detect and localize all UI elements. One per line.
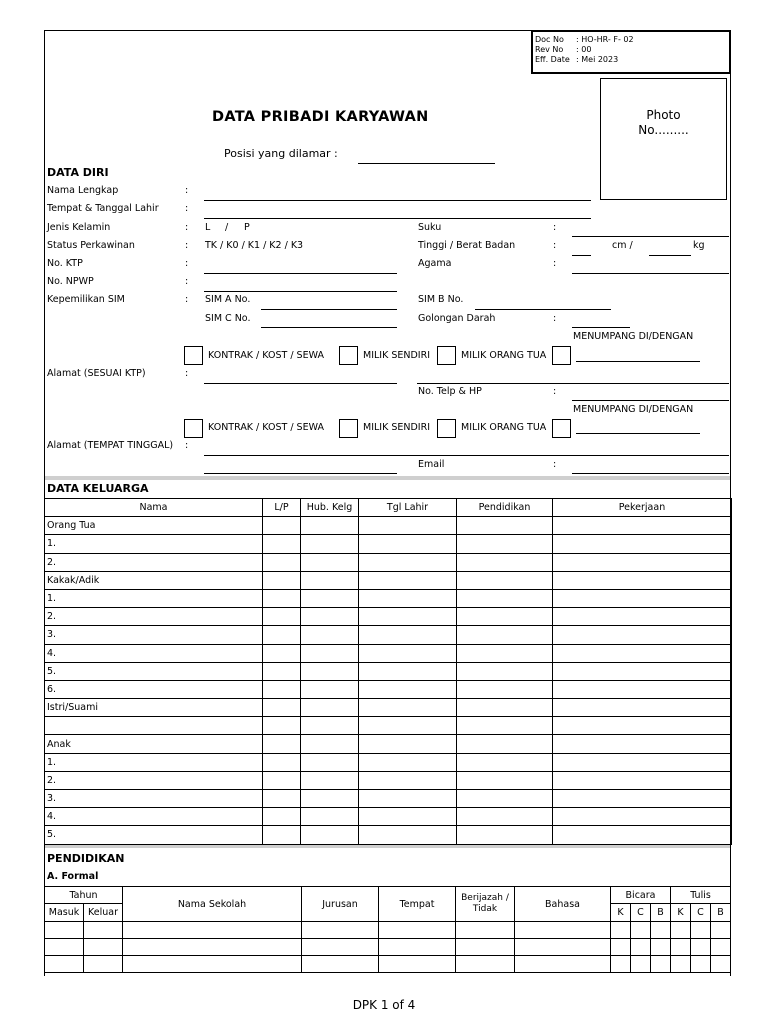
table-cell[interactable] — [301, 699, 359, 717]
table-cell[interactable] — [359, 808, 457, 826]
table-cell[interactable] — [457, 608, 553, 626]
rev-no-value: : 00 — [576, 45, 592, 54]
table-cell[interactable] — [553, 771, 732, 789]
rev-no-label: Rev No — [535, 45, 564, 54]
col-header-tulis-k: K — [671, 904, 691, 922]
family-table — [44, 498, 732, 845]
checkbox-milik-sendiri-ktp[interactable] — [339, 346, 358, 365]
label-alamat-tinggal: Alamat (TEMPAT TINGGAL) — [47, 440, 174, 451]
family-row-label[interactable]: Kakak/Adik — [45, 571, 263, 589]
table-cell[interactable] — [301, 589, 359, 607]
photo-box — [600, 78, 727, 200]
table-cell[interactable] — [359, 717, 457, 735]
checkbox-milik-orang-tua-ktp[interactable] — [437, 346, 456, 365]
table-cell[interactable] — [553, 608, 732, 626]
table-cell[interactable] — [457, 771, 553, 789]
table-cell[interactable] — [359, 571, 457, 589]
family-row-label[interactable]: Orang Tua — [45, 517, 263, 535]
section-separator-2 — [45, 845, 730, 848]
table-cell[interactable] — [263, 826, 301, 844]
table-cell[interactable] — [301, 553, 359, 571]
table-cell[interactable] — [84, 922, 123, 939]
table-cell[interactable] — [553, 571, 732, 589]
family-row-label[interactable]: 1. — [45, 589, 263, 607]
family-row-label[interactable]: 4. — [45, 808, 263, 826]
table-cell[interactable] — [359, 790, 457, 808]
posisi-field[interactable] — [358, 163, 495, 164]
menumpang-ktp-field[interactable] — [576, 361, 700, 362]
table-cell[interactable] — [553, 626, 732, 644]
table-cell[interactable] — [359, 662, 457, 680]
table-cell[interactable] — [263, 717, 301, 735]
checkbox-menumpang-ktp[interactable] — [552, 346, 571, 365]
table-cell[interactable] — [359, 771, 457, 789]
tinggi-field[interactable] — [572, 255, 591, 256]
table-cell[interactable] — [379, 956, 456, 973]
family-row-label[interactable]: 2. — [45, 553, 263, 571]
menumpang-tinggal-field[interactable] — [576, 433, 700, 434]
eff-date-label: Eff. Date — [535, 55, 570, 64]
doc-no-label: Doc No — [535, 35, 564, 44]
col-header-tempat: Tempat — [379, 887, 456, 922]
family-row-label[interactable]: 6. — [45, 680, 263, 698]
table-cell[interactable] — [302, 939, 379, 956]
table-cell[interactable] — [263, 589, 301, 607]
family-row-label[interactable]: 4. — [45, 644, 263, 662]
label-no-npwp: No. NPWP — [47, 276, 94, 287]
colon: : — [553, 222, 557, 233]
table-cell[interactable] — [553, 735, 732, 753]
col-header-berijazah: Berijazah / Tidak — [456, 887, 515, 922]
col-header-keluar: Keluar — [84, 904, 123, 922]
jenis-kelamin-p[interactable]: P — [244, 222, 250, 233]
table-cell[interactable] — [457, 535, 553, 553]
table-cell[interactable] — [457, 644, 553, 662]
table-cell[interactable] — [359, 517, 457, 535]
sim-b-field[interactable] — [475, 309, 611, 310]
col-header-hub-kelg: Hub. Kelg — [301, 499, 359, 517]
label-agama: Agama — [418, 258, 452, 269]
no-npwp-field[interactable] — [204, 291, 397, 292]
table-cell[interactable] — [457, 735, 553, 753]
family-row-label[interactable]: 2. — [45, 608, 263, 626]
table-cell[interactable] — [553, 535, 732, 553]
table-cell[interactable] — [553, 644, 732, 662]
suku-field[interactable] — [572, 236, 729, 237]
table-cell[interactable] — [359, 680, 457, 698]
col-header-bicara-c: C — [631, 904, 651, 922]
table-cell[interactable] — [515, 956, 611, 973]
pendidikan-heading: PENDIDIKAN — [47, 852, 125, 865]
nama-lengkap-field[interactable] — [204, 200, 591, 201]
table-cell[interactable] — [456, 939, 515, 956]
table-cell[interactable] — [301, 808, 359, 826]
col-header-lp: L/P — [263, 499, 301, 517]
family-table-header — [45, 499, 732, 517]
label-sim-a: SIM A No. — [205, 294, 251, 305]
table-cell[interactable] — [263, 517, 301, 535]
table-row — [45, 790, 732, 808]
table-cell[interactable] — [84, 939, 123, 956]
table-cell[interactable] — [457, 826, 553, 844]
table-row — [45, 771, 732, 789]
label-menumpang-tinggal: MENUMPANG DI/DENGAN — [573, 404, 694, 415]
tempat-tanggal-lahir-field[interactable] — [204, 218, 591, 219]
checkbox-kontrak-ktp[interactable] — [184, 346, 203, 365]
table-cell[interactable] — [611, 922, 631, 939]
table-cell[interactable] — [359, 735, 457, 753]
colon: : — [553, 386, 557, 397]
table-cell[interactable] — [301, 735, 359, 753]
colon: : — [185, 276, 189, 287]
table-cell[interactable] — [631, 956, 651, 973]
table-cell[interactable] — [359, 589, 457, 607]
table-cell[interactable] — [301, 753, 359, 771]
golongan-darah-field[interactable] — [572, 327, 630, 328]
table-cell[interactable] — [553, 680, 732, 698]
label-cm: cm / — [612, 240, 633, 251]
table-cell[interactable] — [691, 922, 711, 939]
table-cell[interactable] — [553, 553, 732, 571]
table-cell[interactable] — [123, 956, 302, 973]
berat-field[interactable] — [649, 255, 691, 256]
table-cell[interactable] — [457, 808, 553, 826]
table-cell[interactable] — [301, 535, 359, 553]
table-cell[interactable] — [84, 956, 123, 973]
table-row — [45, 808, 732, 826]
label-sim-b: SIM B No. — [418, 294, 464, 305]
page-title: DATA PRIBADI KARYAWAN — [212, 109, 429, 125]
photo-number: No......... — [638, 123, 689, 137]
label-golongan-darah: Golongan Darah — [418, 313, 496, 324]
label-menumpang-ktp: MENUMPANG DI/DENGAN — [573, 331, 694, 342]
table-cell[interactable] — [263, 626, 301, 644]
agama-field[interactable] — [572, 273, 729, 274]
col-header-nama-sekolah: Nama Sekolah — [123, 887, 302, 922]
jenis-kelamin-l[interactable]: L — [205, 222, 211, 233]
table-row — [45, 717, 732, 735]
table-cell[interactable] — [457, 699, 553, 717]
status-perkawinan-options[interactable]: TK / K0 / K1 / K2 / K3 — [205, 240, 304, 251]
alamat-tinggal-field-2[interactable] — [204, 473, 397, 474]
jenis-kelamin-separator: / — [225, 222, 229, 233]
alamat-ktp-field-2[interactable] — [417, 383, 729, 384]
col-header-bicara-b: B — [651, 904, 671, 922]
table-cell[interactable] — [301, 662, 359, 680]
table-cell[interactable] — [45, 922, 84, 939]
table-row — [45, 608, 732, 626]
table-cell[interactable] — [553, 826, 732, 844]
table-cell[interactable] — [515, 922, 611, 939]
data-diri-heading: DATA DIRI — [47, 166, 109, 179]
table-row — [45, 571, 732, 589]
table-cell[interactable] — [515, 939, 611, 956]
table-cell[interactable] — [553, 662, 732, 680]
colon: : — [185, 222, 189, 233]
col-header-tahun: Tahun — [45, 887, 123, 904]
colon: : — [553, 459, 557, 470]
family-row-label[interactable]: 1. — [45, 535, 263, 553]
table-cell[interactable] — [301, 790, 359, 808]
colon: : — [553, 258, 557, 269]
table-cell[interactable] — [553, 699, 732, 717]
table-cell[interactable] — [553, 717, 732, 735]
table-cell[interactable] — [457, 680, 553, 698]
table-row — [45, 680, 732, 698]
table-cell[interactable] — [123, 922, 302, 939]
table-cell[interactable] — [691, 956, 711, 973]
formal-subheading: A. Formal — [47, 871, 99, 882]
family-row-label[interactable]: 2. — [45, 771, 263, 789]
table-cell[interactable] — [457, 571, 553, 589]
label-milik-sendiri-ktp: MILIK SENDIRI — [363, 350, 431, 361]
col-header-nama: Nama — [45, 499, 263, 517]
table-cell[interactable] — [711, 922, 731, 939]
label-tempat-tanggal-lahir: Tempat & Tanggal Lahir — [47, 203, 159, 214]
table-cell[interactable] — [379, 939, 456, 956]
table-cell[interactable] — [457, 517, 553, 535]
family-row-label[interactable]: 5. — [45, 662, 263, 680]
table-cell[interactable] — [263, 662, 301, 680]
alamat-ktp-field[interactable] — [204, 383, 397, 384]
col-header-bicara-k: K — [611, 904, 631, 922]
label-suku: Suku — [418, 222, 442, 233]
table-cell[interactable] — [691, 939, 711, 956]
no-ktp-field[interactable] — [204, 273, 397, 274]
table-cell[interactable] — [263, 608, 301, 626]
col-header-pendidikan: Pendidikan — [457, 499, 553, 517]
table-cell[interactable] — [611, 939, 631, 956]
colon: : — [185, 294, 189, 305]
table-cell[interactable] — [359, 553, 457, 571]
table-cell[interactable] — [263, 808, 301, 826]
col-header-pekerjaan: Pekerjaan — [553, 499, 732, 517]
table-row — [45, 517, 732, 535]
col-header-tulis-b: B — [711, 904, 731, 922]
table-cell[interactable] — [263, 735, 301, 753]
table-row — [45, 626, 732, 644]
email-field[interactable] — [572, 473, 729, 474]
table-cell[interactable] — [263, 771, 301, 789]
no-telp-field[interactable] — [572, 400, 729, 401]
table-cell[interactable] — [301, 571, 359, 589]
family-row-label[interactable]: Anak — [45, 735, 263, 753]
family-row-label[interactable]: 5. — [45, 826, 263, 844]
table-cell[interactable] — [553, 753, 732, 771]
table-cell[interactable] — [631, 922, 651, 939]
table-cell[interactable] — [263, 680, 301, 698]
posisi-label: Posisi yang dilamar : — [224, 147, 338, 160]
family-row-label[interactable]: 3. — [45, 790, 263, 808]
table-row — [45, 753, 732, 771]
table-row — [45, 553, 732, 571]
family-row-label[interactable]: 3. — [45, 626, 263, 644]
table-cell[interactable] — [553, 517, 732, 535]
colon: : — [553, 240, 557, 251]
table-cell[interactable] — [711, 956, 731, 973]
table-cell[interactable] — [263, 753, 301, 771]
table-cell[interactable] — [359, 699, 457, 717]
label-status-perkawinan: Status Perkawinan — [47, 240, 135, 251]
label-milik-sendiri-tinggal: MILIK SENDIRI — [363, 422, 431, 433]
sim-c-field[interactable] — [261, 327, 397, 328]
col-header-jurusan: Jurusan — [302, 887, 379, 922]
photo-label: Photo — [646, 108, 681, 122]
colon: : — [185, 258, 189, 269]
label-nama-lengkap: Nama Lengkap — [47, 185, 119, 196]
label-sim-c: SIM C No. — [205, 313, 251, 324]
table-cell[interactable] — [302, 922, 379, 939]
checkbox-milik-orang-tua-tinggal[interactable] — [437, 419, 456, 438]
table-cell[interactable] — [359, 644, 457, 662]
table-cell[interactable] — [302, 956, 379, 973]
table-cell[interactable] — [301, 826, 359, 844]
table-cell[interactable] — [671, 922, 691, 939]
table-cell[interactable] — [359, 826, 457, 844]
table-cell[interactable] — [456, 922, 515, 939]
sim-a-field[interactable] — [261, 309, 397, 310]
table-cell[interactable] — [611, 956, 631, 973]
table-cell[interactable] — [263, 553, 301, 571]
section-separator — [45, 476, 730, 480]
table-cell[interactable] — [45, 939, 84, 956]
table-row — [45, 735, 732, 753]
label-alamat-ktp: Alamat (SESUAI KTP) — [47, 368, 146, 379]
table-cell[interactable] — [123, 939, 302, 956]
table-cell[interactable] — [301, 608, 359, 626]
colon: : — [185, 440, 189, 451]
table-cell[interactable] — [711, 939, 731, 956]
table-cell[interactable] — [671, 956, 691, 973]
table-cell[interactable] — [301, 517, 359, 535]
label-email: Email — [418, 459, 445, 470]
family-row-label[interactable] — [45, 717, 263, 735]
table-cell[interactable] — [457, 589, 553, 607]
table-cell[interactable] — [263, 699, 301, 717]
table-cell[interactable] — [301, 680, 359, 698]
label-tinggi-berat: Tinggi / Berat Badan — [418, 240, 516, 251]
colon: : — [185, 240, 189, 251]
table-cell[interactable] — [651, 939, 671, 956]
table-cell[interactable] — [553, 790, 732, 808]
table-cell[interactable] — [457, 662, 553, 680]
col-header-bahasa: Bahasa — [515, 887, 611, 922]
table-cell[interactable] — [301, 771, 359, 789]
table-cell[interactable] — [651, 922, 671, 939]
table-row — [45, 644, 732, 662]
label-kontrak-tinggal: KONTRAK / KOST / SEWA — [208, 422, 324, 433]
family-row-label[interactable]: 1. — [45, 753, 263, 771]
checkbox-kontrak-tinggal[interactable] — [184, 419, 203, 438]
table-cell[interactable] — [456, 956, 515, 973]
eff-date-value: : Mei 2023 — [576, 55, 619, 64]
label-milik-orang-tua-tinggal: MILIK ORANG TUA — [461, 422, 547, 433]
colon: : — [185, 368, 189, 379]
table-cell[interactable] — [671, 939, 691, 956]
col-header-bicara: Bicara — [611, 887, 671, 904]
label-milik-orang-tua-ktp: MILIK ORANG TUA — [461, 350, 547, 361]
label-no-telp: No. Telp & HP — [418, 386, 482, 397]
colon: : — [185, 203, 189, 214]
table-cell[interactable] — [359, 626, 457, 644]
table-cell[interactable] — [553, 808, 732, 826]
table-cell[interactable] — [359, 535, 457, 553]
col-header-tulis-c: C — [691, 904, 711, 922]
table-cell[interactable] — [359, 608, 457, 626]
table-row — [45, 939, 731, 956]
table-cell[interactable] — [301, 644, 359, 662]
table-row — [45, 699, 732, 717]
table-cell[interactable] — [45, 956, 84, 973]
alamat-tinggal-field[interactable] — [204, 455, 729, 456]
table-row — [45, 662, 732, 680]
checkbox-menumpang-tinggal[interactable] — [552, 419, 571, 438]
data-keluarga-heading: DATA KELUARGA — [47, 482, 149, 495]
doc-no-value: : HO-HR- F- 02 — [576, 35, 634, 44]
table-cell[interactable] — [379, 922, 456, 939]
table-row — [45, 956, 731, 973]
table-cell[interactable] — [301, 717, 359, 735]
table-cell[interactable] — [457, 717, 553, 735]
table-cell[interactable] — [457, 753, 553, 771]
colon: : — [185, 185, 189, 196]
table-cell[interactable] — [553, 589, 732, 607]
table-row — [45, 589, 732, 607]
table-cell[interactable] — [263, 535, 301, 553]
col-header-masuk: Masuk — [45, 904, 84, 922]
label-kg: kg — [693, 240, 705, 251]
table-cell[interactable] — [263, 790, 301, 808]
col-header-tulis: Tulis — [671, 887, 731, 904]
label-kontrak-ktp: KONTRAK / KOST / SEWA — [208, 350, 324, 361]
table-cell[interactable] — [631, 939, 651, 956]
table-cell[interactable] — [301, 626, 359, 644]
table-cell[interactable] — [457, 626, 553, 644]
education-table — [44, 886, 731, 973]
col-header-tgl-lahir: Tgl Lahir — [359, 499, 457, 517]
table-row — [45, 922, 731, 939]
colon: : — [553, 313, 557, 324]
table-cell[interactable] — [457, 790, 553, 808]
label-no-ktp: No. KTP — [47, 258, 83, 269]
label-jenis-kelamin: Jenis Kelamin — [47, 222, 111, 233]
table-row — [45, 535, 732, 553]
family-row-label[interactable]: Istri/Suami — [45, 699, 263, 717]
table-cell[interactable] — [263, 644, 301, 662]
table-cell[interactable] — [359, 753, 457, 771]
table-row — [45, 826, 732, 844]
label-kepemilikan-sim: Kepemilikan SIM — [47, 294, 125, 305]
checkbox-milik-sendiri-tinggal[interactable] — [339, 419, 358, 438]
table-cell[interactable] — [651, 956, 671, 973]
page-footer: DPK 1 of 4 — [352, 998, 416, 1012]
table-cell[interactable] — [263, 571, 301, 589]
table-cell[interactable] — [457, 553, 553, 571]
